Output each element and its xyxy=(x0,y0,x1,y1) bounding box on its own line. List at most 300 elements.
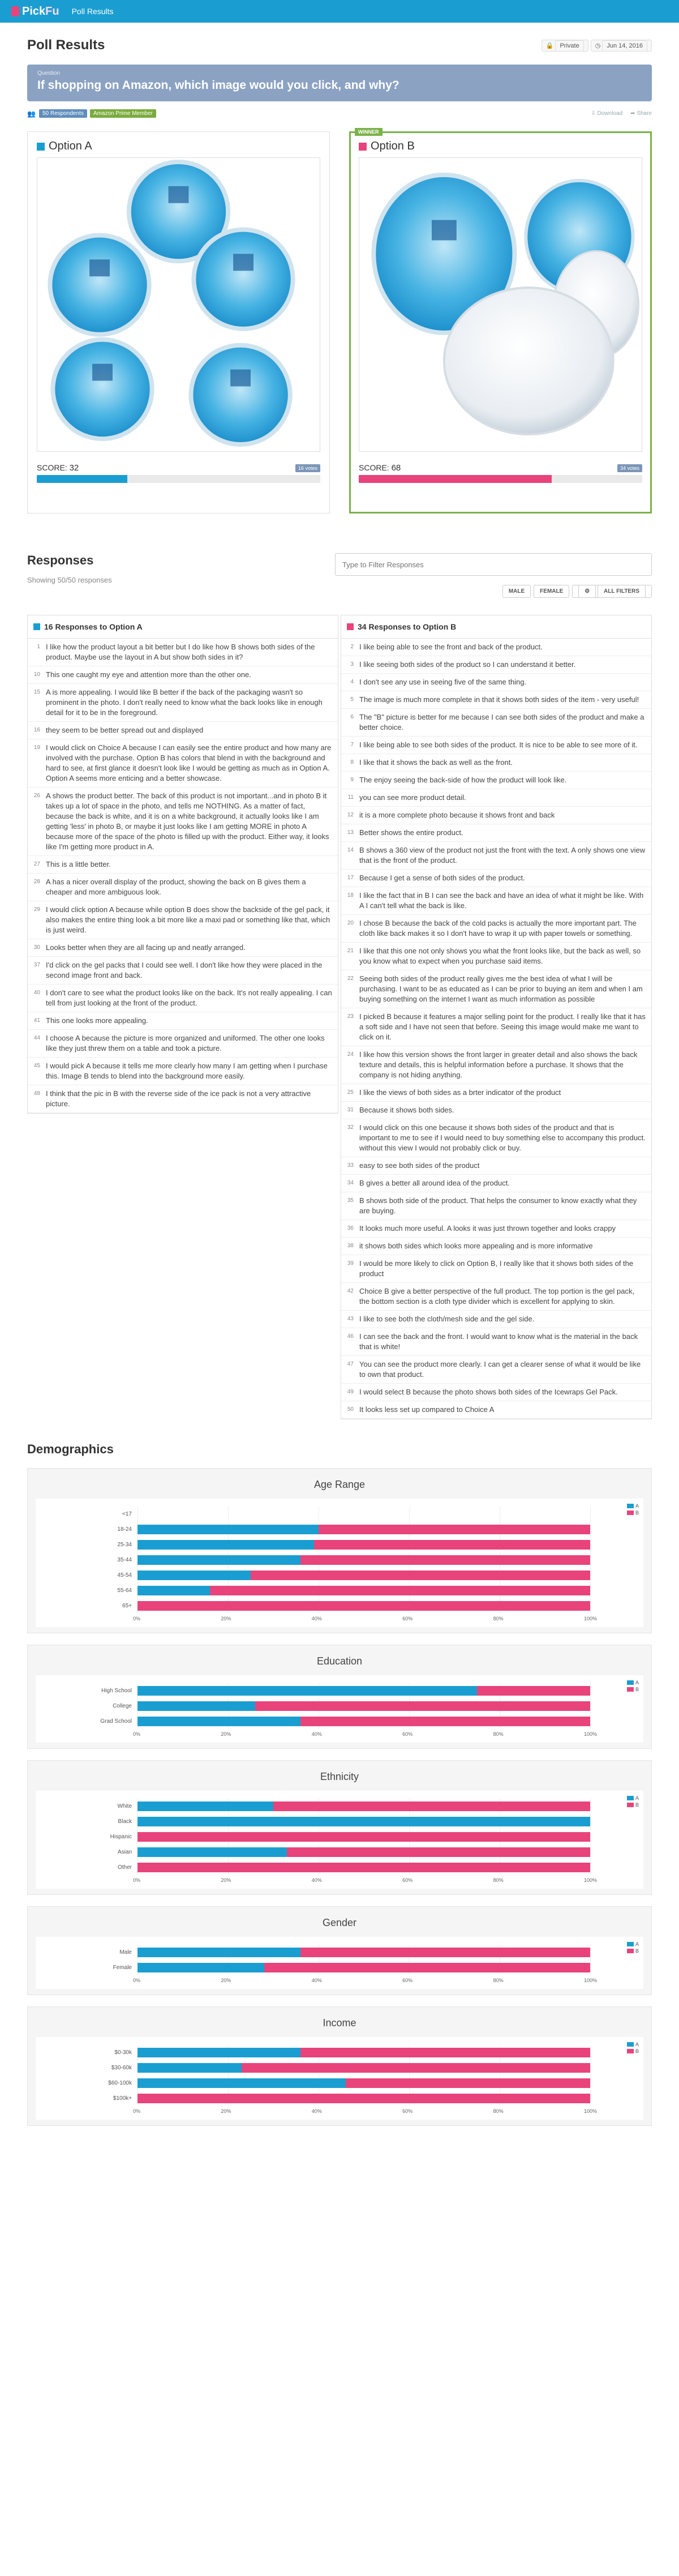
axis-tick-label: 40% xyxy=(311,1877,322,1883)
axis-tick-label: 0% xyxy=(133,1877,141,1883)
winner-badge: WINNER xyxy=(355,128,383,136)
bar-segment-a xyxy=(137,1686,477,1696)
axis-tick-label: 20% xyxy=(221,1877,231,1883)
responses-count: Showing 50/50 responses xyxy=(27,576,112,584)
axis-tick-label: 60% xyxy=(402,1978,413,1983)
demographic-chart xyxy=(27,1468,652,1633)
response-text: I would click on Choice A because I can easily see the entire product and how many are involved with the purchase. Option B has colors that blend in with the background and hard to see, at first glance it doesn't look like I would be getting as much as in Option A. Option A seems more enticing and a better showcase. xyxy=(46,743,332,782)
demographic-row-label: 45-54 xyxy=(117,1572,132,1578)
response-number: 32 xyxy=(347,1124,354,1131)
grid-line xyxy=(590,2045,591,2106)
demographic-row-label: Male xyxy=(119,1949,132,1955)
download-label: Download xyxy=(597,110,623,117)
bar-segment-a xyxy=(137,1571,251,1580)
axis-tick-label: 80% xyxy=(493,2108,504,2114)
option-a-title: Option A xyxy=(49,140,92,152)
response-item xyxy=(341,1157,651,1175)
axis-tick-label: 100% xyxy=(583,1877,597,1883)
response-text: I picked B because it features a major selling point for the product. I really like that it has a soft side and I have not seen that before. Seeing this image would make me want to click on it. xyxy=(359,1012,646,1041)
axis-tick-label: 60% xyxy=(402,1731,413,1737)
option-a-responses xyxy=(27,615,338,1114)
chart-legend xyxy=(627,1941,639,1955)
response-text: B shows a 360 view of the product not just the front with the text. A only shows one view that is the front of the product. xyxy=(359,846,646,865)
option-b-score-bar xyxy=(359,475,642,483)
bar-segment-b xyxy=(255,1701,590,1711)
demographics-title: Demographics xyxy=(27,1442,114,1456)
response-number: 16 xyxy=(33,727,40,733)
female-filter-button[interactable]: FEMALE xyxy=(534,585,569,598)
response-text: I like being able to see both sides of the product. It is nice to be able to see more of it. xyxy=(359,741,638,749)
bar-segment-b xyxy=(210,1586,590,1595)
option-a-score-fill xyxy=(37,475,127,483)
response-item xyxy=(341,1119,651,1157)
response-number: 22 xyxy=(347,975,354,982)
response-item xyxy=(28,722,338,739)
bar-segment-a xyxy=(137,1948,300,1957)
response-text: Better shows the entire product. xyxy=(359,828,463,837)
axis-tick-label: 20% xyxy=(221,1616,231,1621)
response-text: you can see more product detail. xyxy=(359,793,466,802)
legend-swatch-b xyxy=(627,1803,634,1807)
response-number: 47 xyxy=(347,1361,354,1367)
response-item xyxy=(341,1046,651,1084)
legend-swatch-a xyxy=(627,1680,634,1685)
demographic-chart-title: Ethnicity xyxy=(320,1771,359,1782)
option-b-responses-header: 34 Responses to Option B xyxy=(358,622,457,631)
bar-segment-b xyxy=(137,1601,590,1611)
response-text: It looks much more useful. A looks it was just thrown together and looks crappy xyxy=(359,1224,616,1233)
axis-tick-label: 0% xyxy=(133,1731,141,1737)
share-icon: ➦ xyxy=(630,110,635,117)
response-text: I like seeing both sides of the product so I can understand it better. xyxy=(359,660,576,669)
legend-swatch-a xyxy=(627,1504,634,1508)
chart-legend xyxy=(627,2042,639,2055)
response-item xyxy=(341,943,651,970)
response-item xyxy=(28,1030,338,1058)
response-item xyxy=(341,789,651,807)
bar-segment-a xyxy=(137,2063,242,2073)
pickfu-logo[interactable] xyxy=(11,5,59,18)
response-text: The image is much more complete in that it shows both sides of the item - very useful! xyxy=(359,695,639,704)
demographic-row-label: 55-64 xyxy=(117,1587,132,1594)
bar-segment-b xyxy=(300,2048,590,2057)
response-item xyxy=(28,901,338,939)
response-item xyxy=(341,1356,651,1384)
demographic-row xyxy=(117,1537,590,1552)
axis-tick-label: 40% xyxy=(311,2108,322,2114)
demographic-row-label: Hispanic xyxy=(110,1834,132,1840)
grid-line xyxy=(590,1945,591,1975)
legend-label-b: B xyxy=(635,1687,639,1692)
demographic-row-label: $0-30k xyxy=(114,2049,132,2056)
logo-text-pick: Pick xyxy=(22,5,46,18)
response-item xyxy=(341,1328,651,1356)
bar-segment-b xyxy=(137,1863,590,1872)
response-item xyxy=(28,1058,338,1085)
demographic-row-label: Grad School xyxy=(100,1718,132,1725)
grid-line xyxy=(590,1683,591,1729)
response-item xyxy=(341,1311,651,1328)
legend-swatch-b xyxy=(627,1949,634,1953)
demographic-row-label: Other xyxy=(117,1864,132,1871)
legend-label-a: A xyxy=(635,1941,639,1947)
bar-segment-b xyxy=(300,1948,590,1957)
response-item xyxy=(341,842,651,870)
option-b-image[interactable] xyxy=(359,157,642,452)
response-item xyxy=(341,1384,651,1401)
response-text: they seem to be better spread out and displayed xyxy=(46,726,204,734)
legend-label-a: A xyxy=(635,1795,639,1801)
bar-segment-b xyxy=(314,1540,590,1550)
demographic-row xyxy=(119,1945,590,1960)
demographic-chart xyxy=(27,1906,652,1995)
axis-tick-label: 0% xyxy=(133,1616,141,1621)
date-text: Jun 14, 2016 xyxy=(602,40,647,52)
top-nav xyxy=(0,0,679,23)
privacy-badge: 🔒 Private xyxy=(542,40,588,52)
bar-segment-b xyxy=(477,1686,590,1696)
legend-label-b: B xyxy=(635,2048,639,2054)
demographic-row xyxy=(113,1960,590,1975)
download-icon: ⇩ xyxy=(591,110,596,117)
axis-tick-label: 20% xyxy=(221,1978,231,1983)
response-number: 48 xyxy=(33,1090,40,1097)
response-text: B gives a better all around idea of the product. xyxy=(359,1179,510,1187)
axis-tick-label: 100% xyxy=(583,1978,597,1983)
option-b-score-fill xyxy=(359,475,552,483)
response-item xyxy=(28,684,338,722)
demographic-row-label: Female xyxy=(113,1965,132,1971)
bar-segment-a xyxy=(137,1540,314,1550)
response-number: 26 xyxy=(33,793,40,799)
demographic-row-label: <17 xyxy=(122,1511,132,1517)
bar-segment-b xyxy=(346,2078,590,2088)
bar-segment-b xyxy=(137,1832,590,1842)
demographic-row xyxy=(113,2091,590,2106)
response-item xyxy=(341,737,651,754)
response-item xyxy=(341,807,651,824)
response-number: 3 xyxy=(350,661,354,667)
bar-segment-b xyxy=(319,1525,590,1534)
demographic-row-label: 65+ xyxy=(122,1603,132,1609)
response-number: 6 xyxy=(350,714,354,720)
option-a-swatch xyxy=(37,143,45,151)
response-item xyxy=(341,1102,651,1119)
bar-segment-b xyxy=(137,2094,590,2103)
response-number: 28 xyxy=(33,879,40,885)
axis-tick-label: 20% xyxy=(221,2108,231,2114)
response-number: 17 xyxy=(347,875,354,881)
response-text: I like to see both the cloth/mesh side and the gel side. xyxy=(359,1315,535,1323)
option-b-score-label: SCORE: xyxy=(359,463,389,472)
response-text: Because I get a sense of both sides of the product. xyxy=(359,874,525,882)
response-text: Seeing both sides of the product really gives me the best idea of what I will be purchasing. I want to be as educated as I can be prior to buying an item and when I am buying something on the internet I want as much information as possible xyxy=(359,974,643,1003)
response-item xyxy=(341,1401,651,1419)
response-item xyxy=(341,709,651,737)
demographic-row-label: $100k+ xyxy=(113,2095,132,2102)
option-b-responses-swatch xyxy=(347,623,354,630)
response-text: I would click on this one because it shows both sides of the product and that is important to me to see if I would need to buy something else to accompany this product. without this view I would not probably click or buy. xyxy=(359,1123,646,1152)
response-text: This is a little better. xyxy=(46,860,111,868)
legend-swatch-a xyxy=(627,1796,634,1800)
response-number: 31 xyxy=(347,1107,354,1113)
response-number: 20 xyxy=(347,920,354,926)
response-item xyxy=(341,870,651,887)
response-item xyxy=(341,639,651,656)
privacy-text: Private xyxy=(555,40,583,52)
response-number: 2 xyxy=(350,644,354,650)
response-number: 14 xyxy=(347,847,354,853)
demographic-row xyxy=(117,1583,590,1598)
demographic-chart xyxy=(27,1645,652,1749)
response-number: 13 xyxy=(347,829,354,836)
axis-tick-label: 40% xyxy=(311,1616,322,1621)
response-number: 18 xyxy=(347,892,354,898)
bar-segment-a xyxy=(137,1586,210,1595)
demographic-row xyxy=(118,1814,590,1829)
download-link[interactable] xyxy=(591,110,622,117)
demographic-row xyxy=(114,2045,590,2060)
option-a-score-label: SCORE: xyxy=(37,463,67,472)
bar-segment-b xyxy=(273,1802,590,1811)
demographic-row xyxy=(108,2076,590,2091)
audience-tag: Amazon Prime Member xyxy=(90,109,156,118)
demographic-row-label: High School xyxy=(101,1688,132,1694)
chart-legend xyxy=(627,1795,639,1809)
response-item xyxy=(28,788,338,856)
demographic-row xyxy=(117,1522,590,1537)
logo-mark-icon xyxy=(11,6,19,16)
option-a-responses-header: 16 Responses to Option A xyxy=(44,622,143,631)
response-item xyxy=(341,1220,651,1238)
response-text: I would select B because the photo shows both sides of the Icewraps Gel Pack. xyxy=(359,1388,618,1396)
axis-tick-label: 40% xyxy=(311,1731,322,1737)
response-text: This one caught my eye and attention more than the other one. xyxy=(46,670,251,679)
legend-swatch-b xyxy=(627,1510,634,1515)
demographic-row xyxy=(122,1507,590,1522)
filter-icon: ⚙ xyxy=(578,585,596,598)
response-number: 50 xyxy=(347,1406,354,1413)
response-number: 4 xyxy=(350,679,354,685)
response-item xyxy=(28,1085,338,1113)
bar-segment-a xyxy=(137,1817,590,1826)
response-text: I like that this one not only shows you what the front looks like, but the back as well, so you know what to expect when you purchase said items. xyxy=(359,947,641,965)
demographics-charts xyxy=(27,1468,652,2126)
axis-tick-label: 60% xyxy=(402,1877,413,1883)
demographic-row-label: Black xyxy=(118,1818,132,1825)
axis-tick-label: 60% xyxy=(402,2108,413,2114)
demographic-row xyxy=(117,1552,590,1568)
response-text: I can see the back and the front. I would want to know what is the material in the back that is white! xyxy=(359,1332,638,1351)
share-link[interactable] xyxy=(630,110,652,117)
response-item xyxy=(341,970,651,1008)
axis-tick-label: 100% xyxy=(583,1731,597,1737)
response-item xyxy=(341,887,651,915)
response-text: I don't care to see what the product looks like on the back. It's not really appealing. I can tell from just looking at the front of the product. xyxy=(46,989,332,1007)
bar-segment-a xyxy=(137,1525,319,1534)
response-item xyxy=(28,666,338,684)
response-number: 49 xyxy=(347,1389,354,1395)
response-number: 5 xyxy=(350,696,354,703)
filter-responses-input[interactable] xyxy=(335,553,652,576)
demographic-row xyxy=(101,1683,590,1698)
question-text: If shopping on Amazon, which image would you click, and why? xyxy=(37,79,399,92)
response-item xyxy=(28,739,338,788)
option-a-votes: 16 votes xyxy=(295,464,320,472)
response-item xyxy=(341,1175,651,1192)
response-text: Looks better when they are all facing up and neatly arranged. xyxy=(46,943,246,952)
axis-tick-label: 80% xyxy=(493,1978,504,1983)
nav-poll-results-link[interactable]: Poll Results xyxy=(71,7,114,16)
legend-label-b: B xyxy=(635,1948,639,1954)
legend-swatch-b xyxy=(627,2049,634,2053)
bar-segment-b xyxy=(264,1963,590,1972)
response-number: 15 xyxy=(33,689,40,695)
response-text: A has a nicer overall display of the product, showing the back on B gives them a cheaper and more ambiguous look. xyxy=(46,878,306,896)
demographic-row xyxy=(117,1799,590,1814)
response-item xyxy=(341,656,651,674)
bar-segment-a xyxy=(137,1802,273,1811)
response-text: I would be more likely to click on Option B, I really like that it shows both sides of the product xyxy=(359,1259,634,1278)
option-b-votes: 34 votes xyxy=(617,464,642,472)
response-item xyxy=(28,639,338,666)
response-text: I chose B because the back of the cold packs is actually the more important part. The cloth like back makes it so I don't have to wrap it up with paper towels or something. xyxy=(359,919,637,938)
axis-tick-label: 60% xyxy=(402,1616,413,1621)
legend-label-b: B xyxy=(635,1510,639,1516)
response-item xyxy=(28,939,338,957)
response-number: 44 xyxy=(33,1035,40,1041)
chart-legend xyxy=(627,1680,639,1693)
legend-swatch-a xyxy=(627,2042,634,2047)
demographic-chart xyxy=(27,2006,652,2126)
response-number: 40 xyxy=(33,990,40,996)
chart-legend xyxy=(627,1503,639,1517)
option-b-title: Option B xyxy=(371,140,415,152)
response-number: 39 xyxy=(347,1260,354,1266)
demographic-row xyxy=(122,1598,590,1614)
response-text: Choice B give a better perspective of the full product. The top portion is the gel pack, the bottom section is a cloth type divider which is excellent for applying to skin. xyxy=(359,1287,635,1306)
response-number: 7 xyxy=(350,742,354,748)
logo-text-fu: Fu xyxy=(45,5,59,18)
response-text: This one looks more appealing. xyxy=(46,1016,148,1025)
response-number: 34 xyxy=(347,1180,354,1186)
question-banner xyxy=(27,65,652,101)
axis-tick-label: 100% xyxy=(583,1616,597,1621)
legend-label-a: A xyxy=(635,2042,639,2047)
axis-tick-label: 80% xyxy=(493,1616,504,1621)
bar-segment-a xyxy=(137,1717,300,1726)
demographic-chart-title: Gender xyxy=(322,1917,357,1928)
response-number: 43 xyxy=(347,1316,354,1322)
demographic-row-label: White xyxy=(117,1803,132,1809)
legend-label-a: A xyxy=(635,1503,639,1509)
all-filters-label: ALL FILTERS xyxy=(598,585,646,598)
response-text: I think that the pic in B with the reverse side of the ice pack is not a very attractive picture. xyxy=(46,1089,311,1108)
option-a-responses-swatch xyxy=(33,623,40,630)
response-number: 42 xyxy=(347,1288,354,1294)
page-title: Poll Results xyxy=(27,37,105,53)
response-item xyxy=(341,772,651,789)
demographic-row xyxy=(117,1845,590,1860)
all-filters-button[interactable] xyxy=(572,585,652,598)
option-a-image[interactable] xyxy=(37,157,320,452)
response-number: 46 xyxy=(347,1333,354,1340)
gel-packs-front-back-illustration xyxy=(359,158,642,451)
response-text: I like being able to see the front and back of the product. xyxy=(359,643,543,651)
bar-segment-b xyxy=(300,1555,590,1565)
option-b-responses xyxy=(341,615,652,1419)
response-text: You can see the product more clearly. I can get a clearer sense of what it would be like to own that product. xyxy=(359,1360,641,1379)
demographic-row-label: 35-44 xyxy=(117,1557,132,1563)
response-number: 1 xyxy=(37,644,40,650)
option-b-swatch xyxy=(359,143,367,151)
response-item xyxy=(341,824,651,842)
response-number: 41 xyxy=(33,1017,40,1024)
response-item xyxy=(341,1008,651,1046)
response-number: 23 xyxy=(347,1013,354,1020)
response-item xyxy=(341,1192,651,1220)
legend-label-a: A xyxy=(635,1680,639,1685)
response-number: 19 xyxy=(33,744,40,751)
response-number: 21 xyxy=(347,948,354,954)
demographic-row-label: College xyxy=(113,1703,132,1709)
bar-segment-a xyxy=(137,2078,346,2088)
response-text: I like how this version shows the front larger in greater detail and also shows the back texture and details, this is helpful information before a purchase. It shows that the company is not hiding anything. xyxy=(359,1050,638,1079)
legend-swatch-a xyxy=(627,1942,634,1946)
grid-line xyxy=(590,1507,591,1614)
response-item xyxy=(28,856,338,874)
response-number: 45 xyxy=(33,1063,40,1069)
response-text: I like that it shows the back as well as the front. xyxy=(359,758,513,767)
gel-packs-front-illustration xyxy=(37,158,320,451)
response-number: 12 xyxy=(347,812,354,818)
option-b-score: 68 xyxy=(391,463,401,473)
demographic-chart xyxy=(27,1760,652,1895)
response-number: 35 xyxy=(347,1197,354,1204)
question-label: Question xyxy=(37,70,61,76)
response-item xyxy=(341,1255,651,1283)
response-text: It looks less set up compared to Choice A xyxy=(359,1405,495,1414)
option-a-card xyxy=(27,131,330,514)
demographic-row-label: $30-60k xyxy=(111,2065,132,2071)
response-text: I like how the product layout a bit better but I do like how B shows both sides of the product. Maybe use the layout in A but show both sides in it? xyxy=(46,643,315,661)
response-text: I choose A because the picture is more organized and uniformed. The other one looks like they just threw them on a table and took a picture. xyxy=(46,1034,325,1052)
response-item xyxy=(341,1238,651,1255)
response-item xyxy=(341,691,651,709)
demographic-row xyxy=(111,2060,590,2076)
response-number: 10 xyxy=(33,671,40,678)
demographic-chart-title: Education xyxy=(316,1655,363,1667)
demographic-row xyxy=(117,1860,590,1875)
response-item xyxy=(341,674,651,691)
demographic-row xyxy=(100,1714,590,1729)
response-text: A shows the product better. The back of this product is not important...and in photo B it takes up a lot of space in the photo, and tells me NOTHING. As a matter of fact, because the back is white, and it is on a white background, it actually looks like I am getting 'less' in photo B, or maybe it just looks like I am getting MORE in photo A because more of the space of the photo is filled up with the product. Either way, it looks like I'm getting more product in A. xyxy=(46,791,329,851)
demographic-row-label: Asian xyxy=(117,1849,132,1855)
demographic-row-label: 25-34 xyxy=(117,1542,132,1548)
option-a-score-bar xyxy=(37,475,320,483)
bar-segment-a xyxy=(137,2048,300,2057)
date-badge: ◷ Jun 14, 2016 xyxy=(591,40,652,52)
response-text: B shows both side of the product. That helps the consumer to know exactly what they are buying. xyxy=(359,1196,637,1215)
response-number: 27 xyxy=(33,861,40,867)
response-number: 30 xyxy=(33,944,40,951)
option-b-card xyxy=(349,131,652,514)
response-text: I would click option A because while option B does show the backside of the gel pack, it also makes the entire thing look a bit more like a maxi pad or something like that, which is just weird. xyxy=(46,905,330,934)
response-number: 25 xyxy=(347,1089,354,1096)
male-filter-button[interactable]: MALE xyxy=(502,585,531,598)
bar-segment-b xyxy=(287,1847,590,1857)
response-text: I like the views of both sides as a brter indicator of the product xyxy=(359,1088,561,1097)
